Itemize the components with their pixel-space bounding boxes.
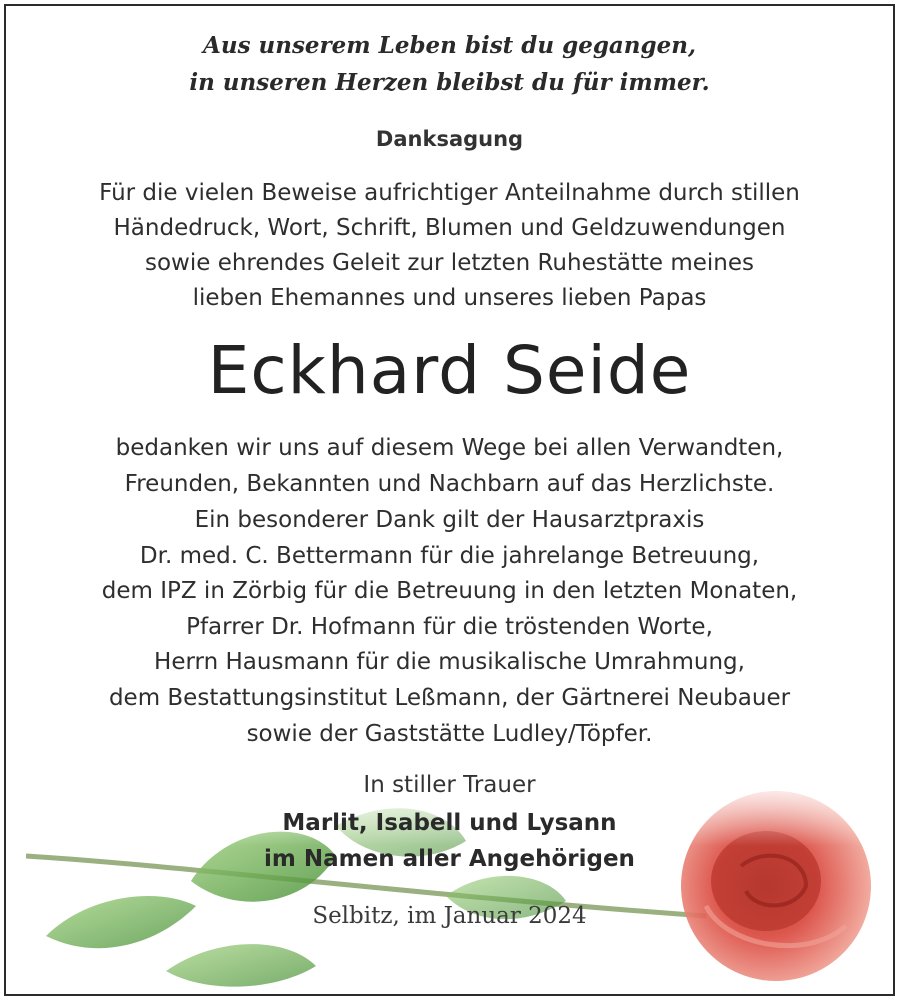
intro-line: Händedruck, Wort, Schrift, Blumen und Geldzuwendungen (113, 215, 786, 241)
thanks-line: Pfarrer Dr. Hofmann für die tröstenden Worte, (186, 614, 713, 640)
mourning-phrase: In stiller Trauer (363, 772, 536, 798)
obituary-notice (4, 4, 895, 996)
thanks-line: bedanken wir uns auf diesem Wege bei allen Verwandten, (115, 435, 784, 461)
intro-line: lieben Ehemannes und unseres lieben Papas (192, 285, 707, 311)
motto-line-1: Aus unserem Leben bist du gegangen, (203, 32, 696, 59)
thanks-line: Herrn Hausmann für die musikalische Umrahmung, (154, 649, 745, 675)
thanks-line: Dr. med. C. Bettermann für die jahrelange Betreuung, (139, 543, 760, 569)
motto-line-2: in unseren Herzen bleibst du für immer. (189, 69, 710, 96)
thanks-line: dem IPZ in Zörbig für die Betreuung in den letzten Monaten, (101, 578, 798, 604)
thanks-line: sowie der Gaststätte Ludley/Töpfer. (246, 721, 653, 747)
place-date: Selbitz, im Januar 2024 (312, 903, 587, 929)
thanks-line: dem Bestattungsinstitut Leßmann, der Gärtnerei Neubauer (108, 685, 791, 711)
deceased-name: Eckhard Seide (207, 332, 692, 409)
intro-line: Für die vielen Beweise aufrichtiger Anteilnahme durch stillen (99, 180, 800, 206)
intro-line: sowie ehrendes Geleit zur letzten Ruhestätte meines (144, 250, 754, 276)
heading-danksagung: Danksagung (375, 127, 524, 151)
thanks-line: Ein besonderer Dank gilt der Hausarztpraxis (194, 507, 705, 533)
signatories-line-1: Marlit, Isabell und Lysann (282, 810, 617, 836)
signatories-line-2: im Namen aller Angehörigen (264, 846, 635, 872)
thanks-line: Freunden, Bekannten und Nachbarn auf das Herzlichste. (124, 471, 775, 497)
